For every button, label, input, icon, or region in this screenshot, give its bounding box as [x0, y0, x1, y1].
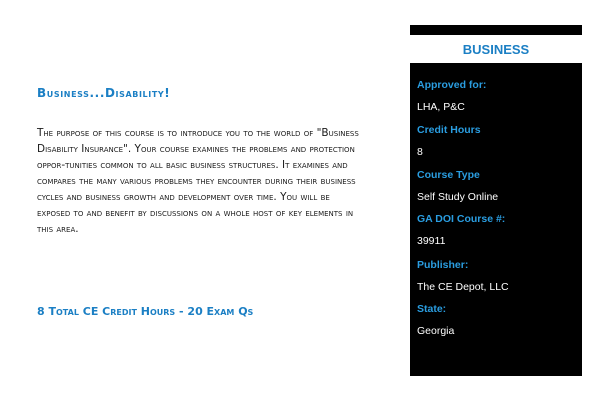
course-title: Business...Disability! — [37, 86, 171, 100]
ga-doi-course-label: GA DOI Course #: — [417, 213, 506, 225]
sidebar-top-bar — [410, 25, 582, 35]
course-details-panel — [410, 63, 582, 376]
credit-hours-summary: 8 Total CE Credit Hours - 20 Exam Qs — [37, 305, 254, 318]
course-type-label: Course Type — [417, 169, 480, 181]
course-type-value: Self Study Online — [417, 191, 499, 203]
credit-hours-label: Credit Hours — [417, 124, 481, 136]
state-label: State: — [417, 303, 447, 315]
sidebar-header: BUSINESS — [410, 35, 582, 63]
ga-doi-course-value: 39911 — [417, 235, 446, 247]
approved-for-value: LHA, P&C — [417, 101, 465, 113]
credit-hours-value: 8 — [417, 146, 423, 158]
state-value: Georgia — [417, 325, 455, 337]
publisher-label: Publisher: — [417, 259, 469, 271]
course-description: The purpose of this course is to introduce you to the world of "Business Disability Insurance". Your course examines the problems and protection oppor-tunities common to all basic business structures. It examines and compares the many various problems they encounter during their business cycles and business growth and development over time. You will be exposed to and benefit by discussions on a whole host of key elements in this area. — [37, 127, 359, 235]
approved-for-label: Approved for: — [417, 79, 487, 91]
publisher-value: The CE Depot, LLC — [417, 281, 509, 293]
